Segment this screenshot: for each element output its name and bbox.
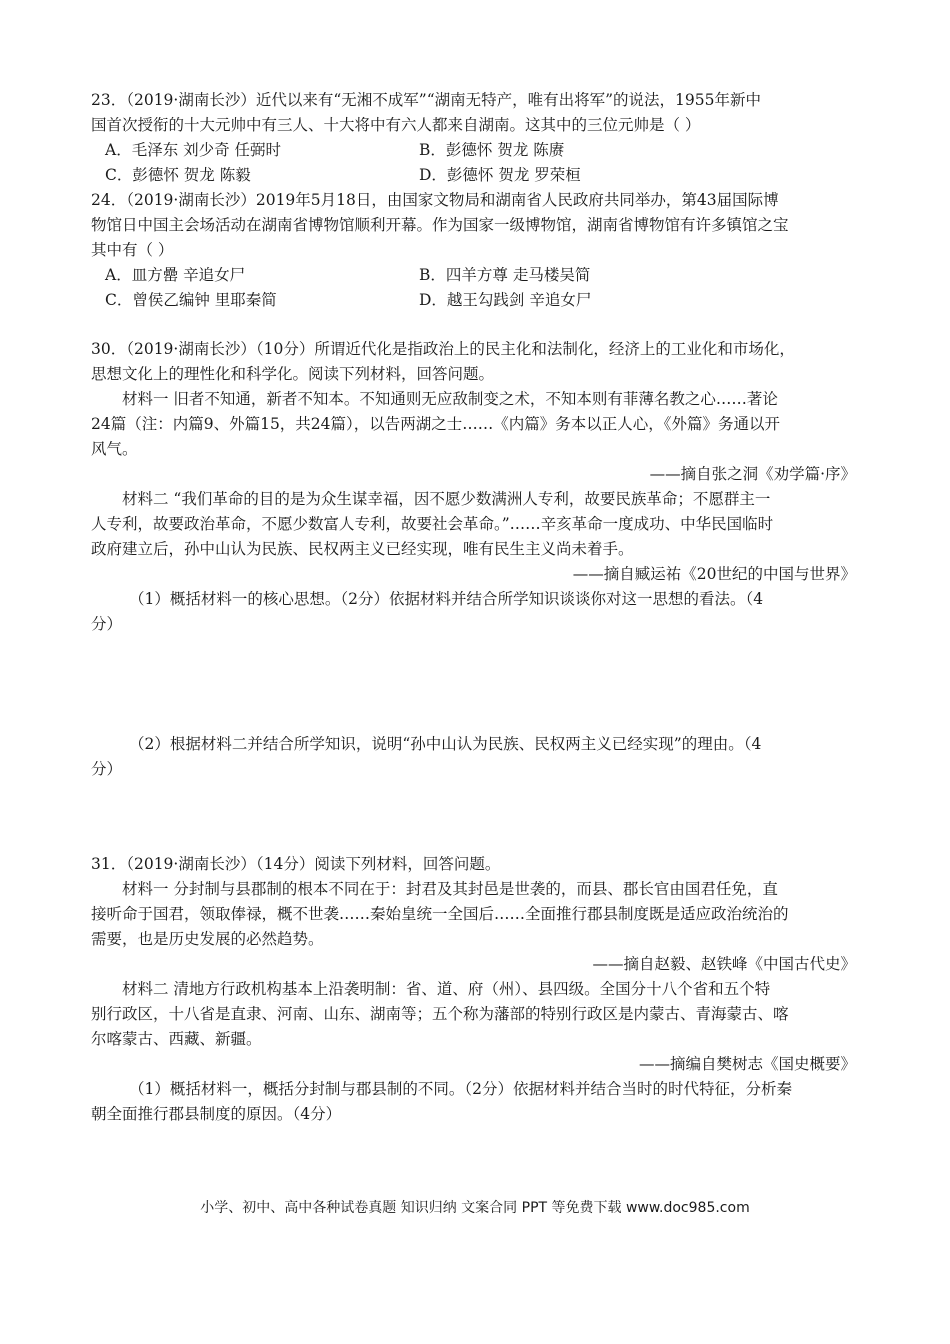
q31-material-1-line-1: 材料一 分封制与县郡制的根本不同在于：封君及其封邑是世袭的，而县、郡长官由国君任免，直 [122, 880, 778, 898]
q31-intro: 31．（2019·湖南长沙）（14分）阅读下列材料，回答问题。 [91, 855, 501, 873]
q31-sub-1-line-2: 朝全面推行郡县制度的原因。（4分） [91, 1105, 342, 1123]
q31-material-1-line-2: 接听命于国君，领取俸禄，概不世袭……秦始皇统一全国后……全面推行郡县制度既是适应政治统治的 [91, 905, 789, 923]
question-23 [91, 88, 866, 188]
q30-material-2-line-1: 材料二 “我们革命的目的是为众生谋幸福，因不愿少数满洲人专利，故要民族革命；不愿群主一 [122, 490, 771, 508]
q31-material-1-source: ——摘自赵毅、赵铁峰《中国古代史》 [592, 955, 856, 973]
q30-sub-2-line-1: （2）根据材料二并结合所学知识，说明“孙中山认为民族、民权两主义已经实现”的理由。（4 [129, 735, 762, 753]
q30-intro-2: 思想文化上的理性化和科学化。阅读下列材料，回答问题。 [91, 365, 495, 383]
q24-option-b: B．四羊方尊 走马楼吴简 [419, 266, 591, 284]
q30-material-2-line-2: 人专利，故要政治革命，不愿少数富人专利，故要社会革命。”……辛亥革命一度成功、中华民国临时 [91, 515, 774, 533]
q24-option-a: A．皿方罍 辛追女尸 [105, 266, 246, 284]
q30-material-1-line-2: 24篇（注：内篇9、外篇15，共24篇），以告两湖之士……《内篇》务本以正人心，《外篇》务通以开 [91, 415, 781, 433]
q23-option-a: A．毛泽东 刘少奇 任弼时 [105, 141, 282, 159]
q23-option-d: D．彭德怀 贺龙 罗荣桓 [419, 166, 581, 184]
q24-line-1: 24．（2019·湖南长沙）2019年5月18日，由国家文物局和湖南省人民政府共同举办，第43届国际博 [91, 191, 779, 209]
q31-material-2-line-1: 材料二 清地方行政机构基本上沿袭明制：省、道、府（州）、县四级。全国分十八个省和五个特 [122, 980, 771, 998]
q23-line-2: 国首次授衔的十大元帅中有三人、十大将中有六人都来自湖南。这其中的三位元帅是（ ） [91, 116, 701, 134]
q30-material-2-source: ——摘自臧运祐《20世纪的中国与世界》 [572, 565, 856, 583]
q24-option-c: C．曾侯乙编钟 里耶秦简 [105, 291, 277, 309]
q30-intro-1: 30．（2019·湖南长沙）（10分）所谓近代化是指政治上的民主化和法制化，经济上的工业化和市场化， [91, 340, 795, 358]
q24-line-3: 其中有（ ） [91, 241, 174, 259]
answer-space [91, 637, 866, 732]
page-footer: 小学、初中、高中各种试卷真题 知识归纳 文案合同 PPT 等免费下载 www.doc985.com [200, 1200, 750, 1216]
q24-line-2: 物馆日中国主会场活动在湖南省博物馆顺利开幕。作为国家一级博物馆，湖南省博物馆有许多镇馆之宝 [91, 216, 789, 234]
q31-material-1-line-3: 需要，也是历史发展的必然趋势。 [91, 930, 324, 948]
question-31 [91, 852, 866, 1127]
page-body [91, 88, 866, 1127]
q30-material-1-line-3: 风气。 [91, 440, 138, 458]
q23-line-1: 23．（2019·湖南长沙）近代以来有“无湘不成军”“湖南无特产，唯有出将军”的说法，1955年新中 [91, 91, 761, 109]
q31-material-2-line-3: 尔喀蒙古、西藏、新疆。 [91, 1030, 262, 1048]
q30-sub-2-line-2: 分） [91, 760, 123, 778]
q30-material-2-line-3: 政府建立后，孙中山认为民族、民权两主义已经实现，唯有民生主义尚未着手。 [91, 540, 634, 558]
q31-material-2-line-2: 别行政区，十八省是直隶、河南、山东、湖南等；五个称为藩部的特别行政区是内蒙古、青海蒙古、喀 [91, 1005, 789, 1023]
question-24 [91, 188, 866, 313]
q31-sub-1-line-1: （1）概括材料一，概括分封制与郡县制的不同。（2分）依据材料并结合当时的时代特征，分析秦 [129, 1080, 792, 1098]
q31-material-2-source: ——摘编自樊树志《国史概要》 [638, 1055, 856, 1073]
q23-option-c: C．彭德怀 贺龙 陈毅 [105, 166, 251, 184]
answer-space [91, 782, 866, 852]
q24-option-d: D．越王勾践剑 辛追女尸 [419, 291, 592, 309]
q30-sub-1-line-1: （1）概括材料一的核心思想。（2分）依据材料并结合所学知识谈谈你对这一思想的看法。（4 [129, 590, 764, 608]
question-30 [91, 337, 866, 852]
q23-option-b: B．彭德怀 贺龙 陈赓 [419, 141, 565, 159]
q30-material-1-line-1: 材料一 旧者不知通，新者不知本。不知通则无应敌制变之术，不知本则有菲薄名教之心……著论 [122, 390, 778, 408]
q30-sub-1-line-2: 分） [91, 615, 123, 633]
q30-material-1-source: ——摘自张之洞《劝学篇·序》 [649, 465, 856, 483]
